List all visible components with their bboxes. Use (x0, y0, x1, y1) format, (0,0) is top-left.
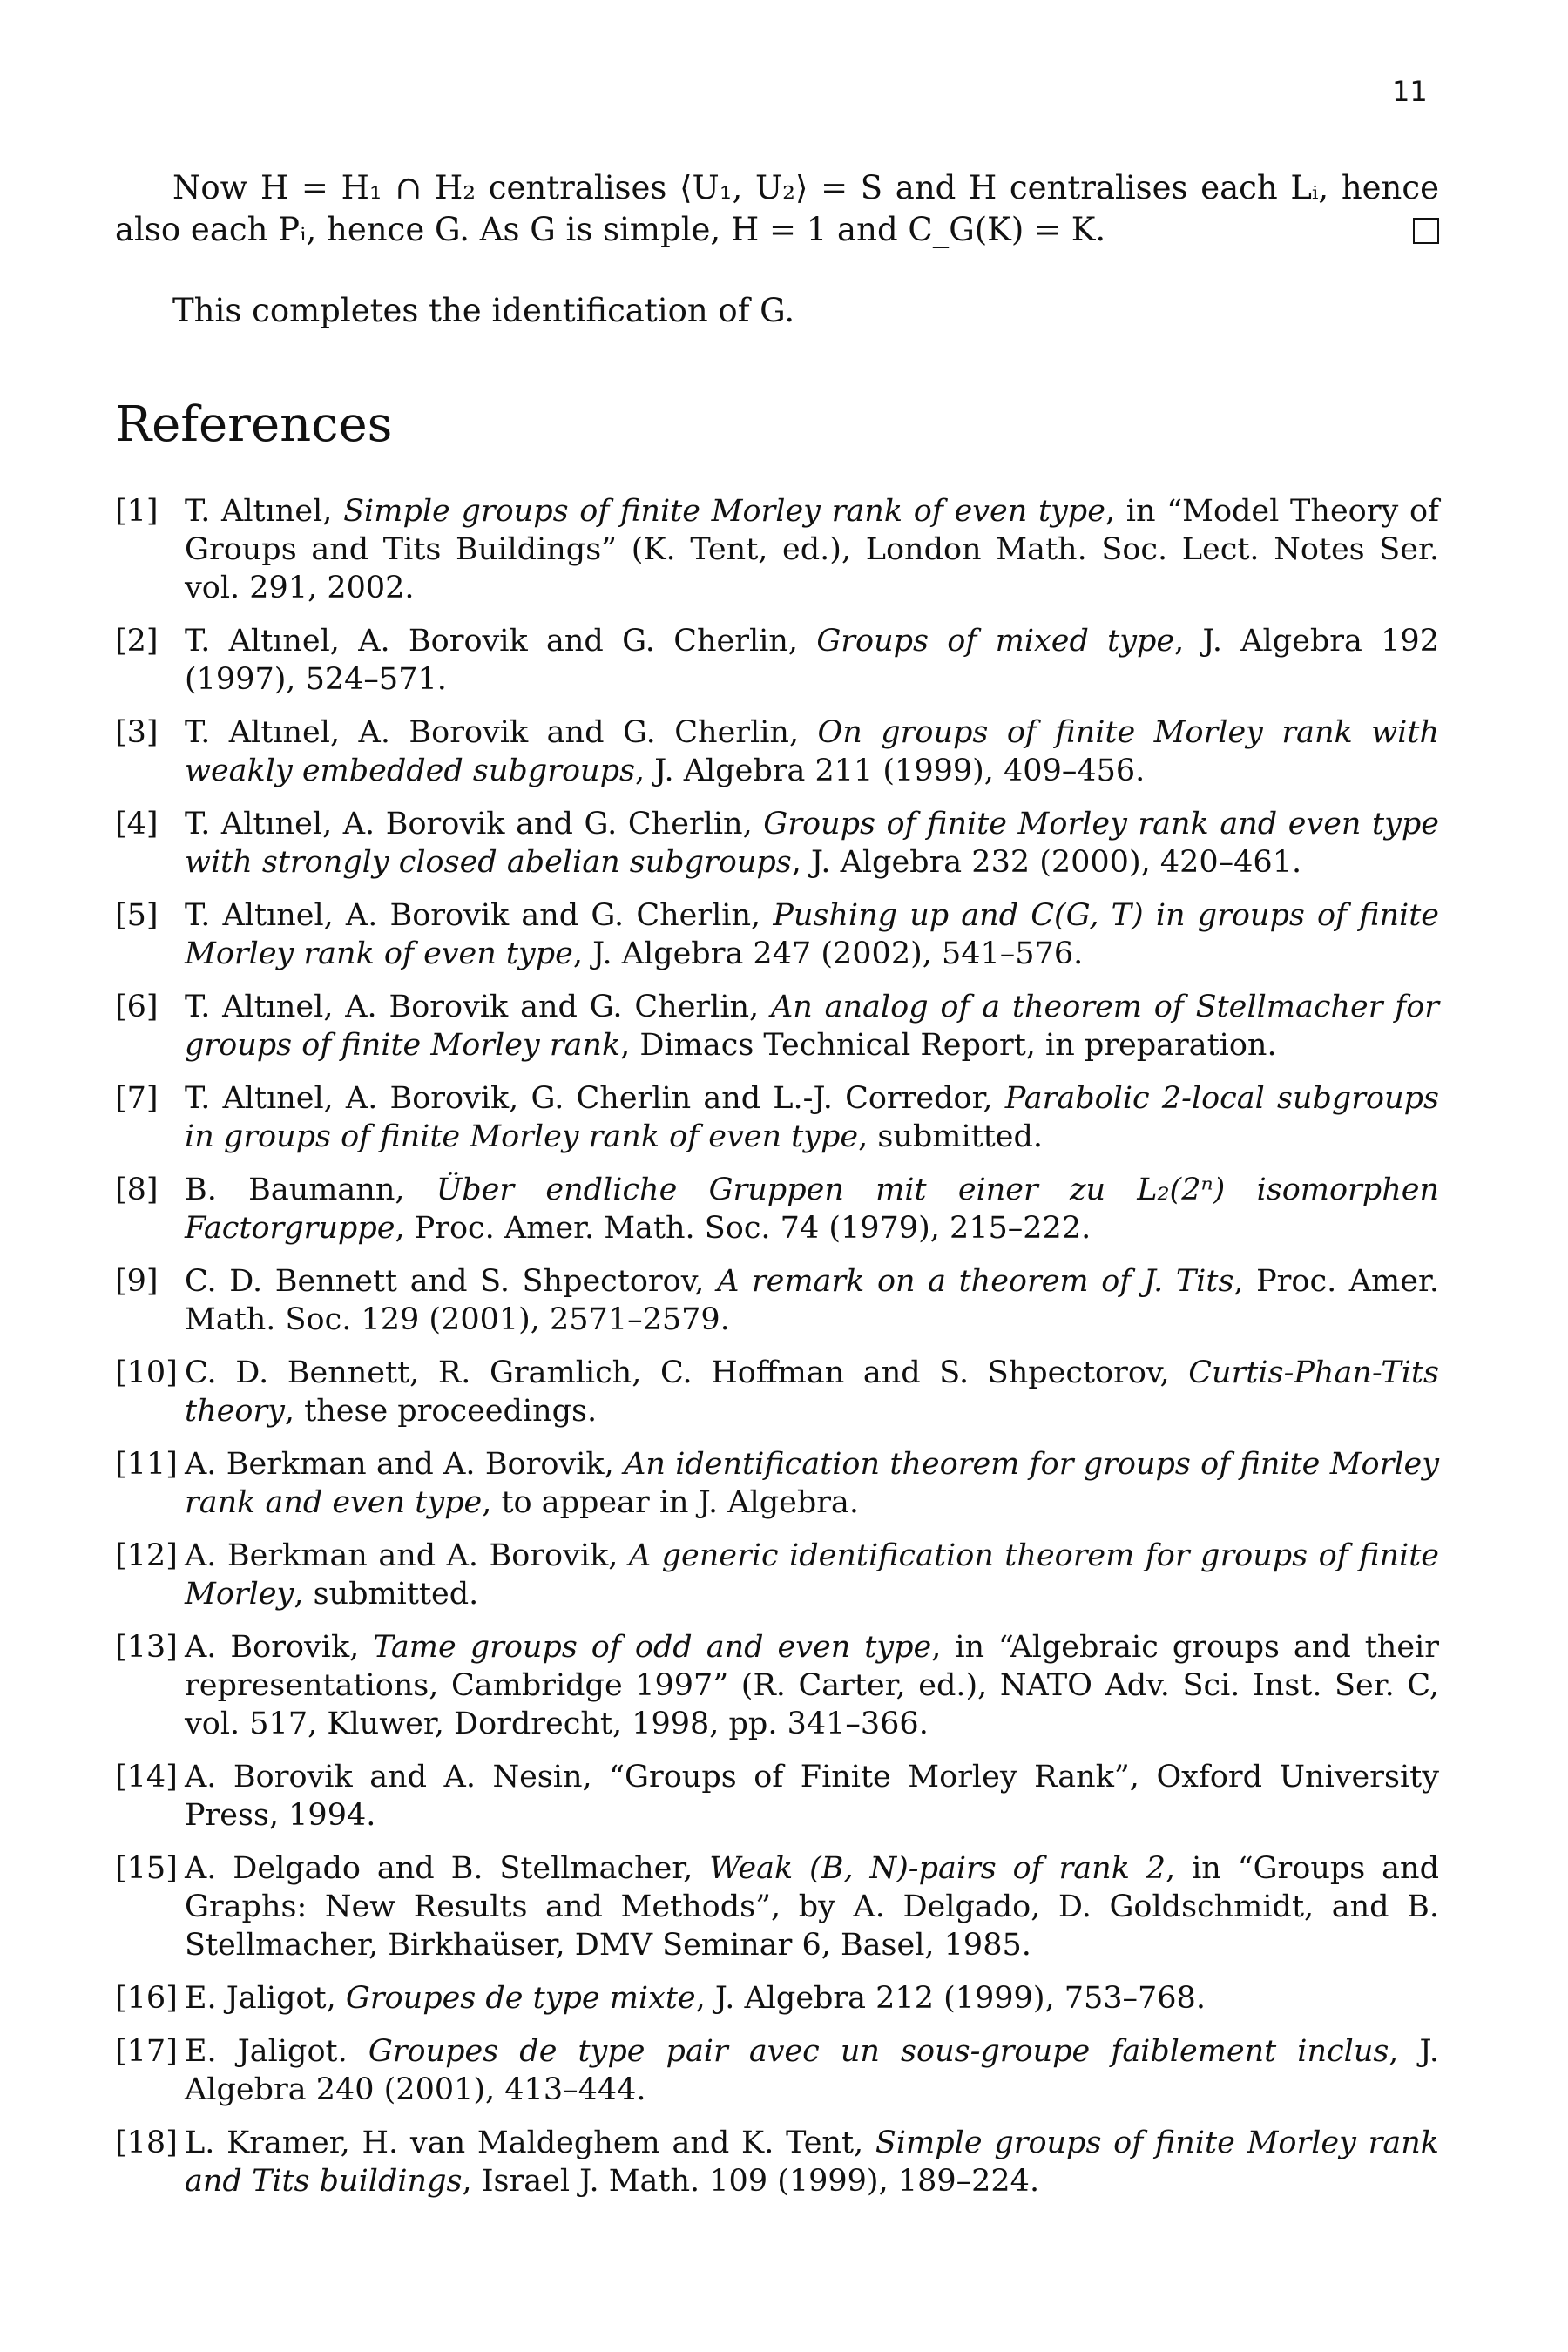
reference-text (185, 1849, 1439, 1964)
reference-authors: C. D. Bennett, R. Gramlich, C. Hoffman and S. Shpectorov, (185, 1355, 1189, 1390)
reference-text (185, 1445, 1439, 1522)
reference-authors: T. Altınel, A. Borovik and G. Cherlin, (185, 715, 818, 750)
reference-item (115, 1628, 1439, 1743)
reference-title: Tame groups of odd and even type (373, 1630, 932, 1665)
reference-details: , these proceedings. (284, 1394, 598, 1429)
reference-details: , Proc. Amer. Math. Soc. 74 (1979), 215–222. (395, 1211, 1092, 1246)
identification-paragraph: This completes the identification of G. (172, 292, 795, 329)
reference-text (185, 2032, 1439, 2109)
reference-details: , submitted. (858, 1119, 1044, 1154)
reference-details: , J. Algebra 212 (1999), 753–768. (695, 1981, 1206, 2016)
reference-title: Parabolic 2-local subgroups in groups of finite Morley rank of even type (185, 1081, 1439, 1154)
reference-text (185, 622, 1439, 699)
reference-details: , in “Model Theory of Groups and Tits Buildings” (K. Tent, ed.), London Math. Soc. Lect. Notes Ser. vol. 291, 2002. (185, 494, 1439, 605)
reference-number: [7] (115, 1081, 159, 1116)
reference-authors: A. Delgado and B. Stellmacher, (185, 1851, 710, 1886)
reference-text (185, 2124, 1439, 2200)
reference-number: [14] (115, 1760, 178, 1794)
reference-title: An analog of a theorem of Stellmacher for groups of finite Morley rank (185, 990, 1440, 1063)
reference-item (115, 1079, 1439, 1156)
reference-authors: T. Altınel, A. Borovik and G. Cherlin, (185, 807, 764, 841)
reference-title: On groups of finite Morley rank with weakly embedded subgroups (185, 715, 1439, 788)
proof-conclusion-text: Now H = H₁ ∩ H₂ centralises ⟨U₁, U₂⟩ = S and H centralises each Lᵢ, hence also each Pᵢ, hence G. As G is simple, H = 1 and C_G(K) = K. (115, 169, 1439, 248)
reference-details: , J. Algebra 192 (1997), 524–571. (185, 624, 1439, 697)
reference-authors: C. D. Bennett and S. Shpectorov, (185, 1264, 718, 1299)
reference-text (185, 713, 1439, 790)
reference-item (115, 1354, 1439, 1430)
reference-title: Groupes de type pair avec un sous-groupe faiblement inclus (368, 2034, 1389, 2069)
reference-details: , Dimacs Technical Report, in preparation. (620, 1028, 1277, 1063)
reference-item (115, 492, 1439, 607)
reference-authors: B. Baumann, (185, 1173, 436, 1207)
reference-details: , J. Algebra 232 (2000), 420–461. (791, 845, 1302, 880)
reference-details: , submitted. (294, 1577, 479, 1612)
reference-number: [3] (115, 715, 159, 750)
reference-text (185, 988, 1439, 1064)
reference-number: [16] (115, 1981, 178, 2016)
reference-number: [12] (115, 1538, 178, 1573)
reference-text (185, 1758, 1439, 1835)
reference-title: Curtis-Phan-Tits theory (185, 1355, 1439, 1429)
reference-authors: E. Jaligot. (185, 2034, 368, 2069)
reference-authors: T. Altınel, A. Borovik and G. Cherlin, (185, 898, 774, 933)
reference-number: [11] (115, 1447, 178, 1482)
reference-details: , to appear in J. Algebra. (482, 1485, 860, 1520)
reference-details: , in “Groups and Graphs: New Results and Methods”, by A. Delgado, D. Goldschmidt, and B. Stellmacher, Birkhaüser, DMV Seminar 6, Basel, 1985. (185, 1851, 1439, 1963)
reference-authors: A. Borovik, (185, 1630, 374, 1665)
reference-details: , J. Algebra 247 (2002), 541–576. (572, 936, 1084, 971)
reference-title: Über endliche Gruppen mit einer zu L₂(2ⁿ) isomorphen Factorgruppe (185, 1173, 1439, 1246)
reference-title: Pushing up and C(G, T) in groups of finite Morley rank of even type (185, 898, 1439, 971)
reference-authors: E. Jaligot, (185, 1981, 346, 2016)
reference-details: , Proc. Amer. Math. Soc. 129 (2001), 2571–2579. (185, 1264, 1439, 1337)
reference-authors: T. Altınel, A. Borovik and G. Cherlin, (185, 990, 772, 1024)
reference-title: A remark on a theorem of J. Tits (717, 1264, 1234, 1299)
reference-authors: T. Altınel, (185, 494, 344, 529)
reference-number: [13] (115, 1630, 178, 1665)
reference-item (115, 1537, 1439, 1613)
reference-authors: T. Altınel, A. Borovik, G. Cherlin and L.-J. Corredor, (185, 1081, 1005, 1116)
reference-title: Simple groups of finite Morley rank and Tits buildings (185, 2126, 1439, 2199)
reference-number: [5] (115, 898, 159, 933)
reference-item (115, 805, 1439, 882)
reference-details: “Groups of Finite Morley Rank”, Oxford University Press, 1994. (185, 1760, 1439, 1833)
reference-item (115, 1758, 1439, 1835)
reference-item (115, 622, 1439, 699)
reference-number: [1] (115, 494, 159, 529)
reference-item (115, 2032, 1439, 2109)
reference-authors: A. Berkman and A. Borovik, (185, 1447, 625, 1482)
reference-text (185, 1537, 1439, 1613)
references-list (115, 492, 1439, 2215)
reference-item (115, 1262, 1439, 1339)
reference-text (185, 1079, 1439, 1156)
reference-details: , Israel J. Math. 109 (1999), 189–224. (462, 2164, 1040, 2199)
reference-text (185, 1979, 1439, 2017)
reference-item (115, 896, 1439, 973)
reference-number: [8] (115, 1173, 159, 1207)
reference-title: Groupes de type mixte (345, 1981, 696, 2016)
reference-authors: T. Altınel, A. Borovik and G. Cherlin, (185, 624, 817, 659)
reference-item (115, 1171, 1439, 1247)
reference-number: [9] (115, 1264, 159, 1299)
reference-title: An identification theorem for groups of finite Morley rank and even type (185, 1447, 1440, 1520)
qed-square-icon (1413, 218, 1439, 244)
reference-text (185, 1628, 1439, 1743)
reference-authors: L. Kramer, H. van Maldeghem and K. Tent, (185, 2126, 875, 2160)
reference-details: , J. Algebra 211 (1999), 409–456. (634, 754, 1146, 788)
reference-details: , in “Algebraic groups and their representations, Cambridge 1997” (R. Carter, ed.), NATO Adv. Sci. Inst. Ser. C, vol. 517, Kluwer, Dordrecht, 1998, pp. 341–366. (185, 1630, 1439, 1741)
proof-conclusion-paragraph (115, 167, 1439, 251)
reference-title: Simple groups of finite Morley rank of even type (343, 494, 1105, 529)
reference-number: [10] (115, 1355, 178, 1390)
reference-text (185, 1262, 1439, 1339)
page-number: 11 (1392, 75, 1428, 108)
reference-number: [17] (115, 2034, 178, 2069)
reference-text (185, 896, 1439, 973)
reference-number: [4] (115, 807, 159, 841)
reference-text (185, 1171, 1439, 1247)
reference-text (185, 805, 1439, 882)
reference-item (115, 1849, 1439, 1964)
reference-title: Groups of mixed type (816, 624, 1175, 659)
reference-item (115, 988, 1439, 1064)
reference-item (115, 1979, 1439, 2017)
reference-title: A generic identification theorem for groups of finite Morley (185, 1538, 1439, 1612)
reference-number: [2] (115, 624, 159, 659)
reference-title: Weak (B, N)-pairs of rank 2 (709, 1851, 1166, 1886)
references-heading: References (115, 396, 393, 453)
reference-number: [15] (115, 1851, 178, 1886)
reference-item (115, 713, 1439, 790)
reference-number: [18] (115, 2126, 178, 2160)
reference-title: Groups of finite Morley rank and even type with strongly closed abelian subgroups (185, 807, 1439, 880)
reference-authors: A. Borovik and A. Nesin, (185, 1760, 610, 1794)
reference-item (115, 1445, 1439, 1522)
reference-details: , J. Algebra 240 (2001), 413–444. (185, 2034, 1439, 2107)
reference-authors: A. Berkman and A. Borovik, (185, 1538, 629, 1573)
reference-number: [6] (115, 990, 159, 1024)
reference-text (185, 492, 1439, 607)
reference-text (185, 1354, 1439, 1430)
reference-item (115, 2124, 1439, 2200)
